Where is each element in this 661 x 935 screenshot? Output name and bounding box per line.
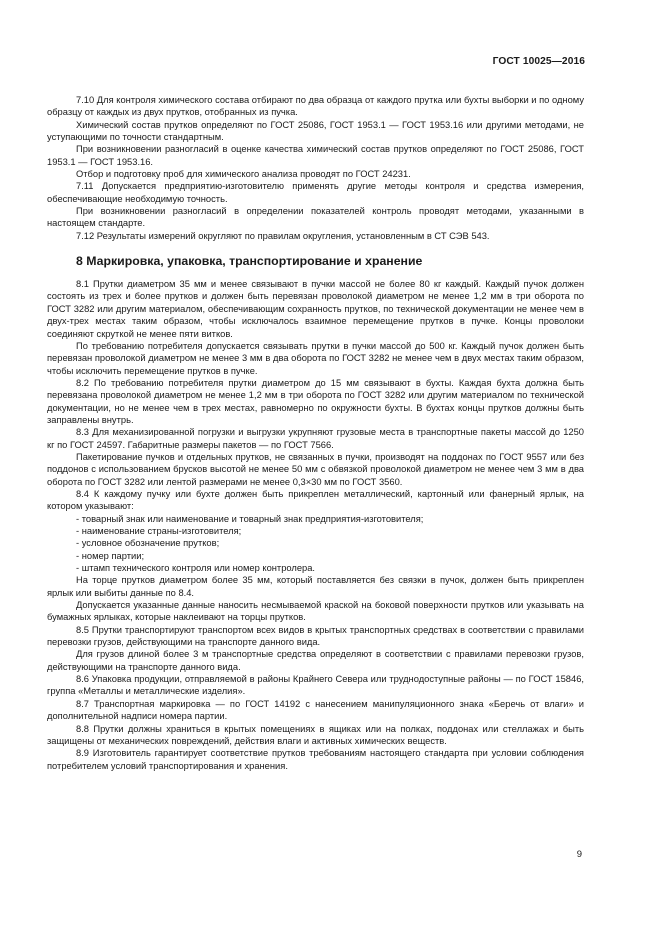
paragraph: 8.1 Прутки диаметром 35 мм и менее связывают в пучки массой не более 80 кг каждый. Каждый пучок должен состоять из трех и более прутков и должен быть перевязан проволокой диаметром не менее 1,2 мм в три оборота по ГОСТ 3282 или другим материалом, обеспечивающим сохранность прутков, по технической документации не менее чем в двух-трех местах таким образом, чтобы исключалось взаимное перемещение прутков в пучке. Концы проволоки соединяют скруткой не менее пяти витков. [47, 279, 584, 339]
paragraph: 8.7 Транспортная маркировка — по ГОСТ 14192 с нанесением манипуляционного знака «Беречь от влаги» и дополнительной надписи номера партии. [47, 698, 584, 722]
paragraph: 7.11 Допускается предприятию-изготовителю применять другие методы контроля и средства измерения, обеспечивающие необходимую точность. [47, 181, 584, 204]
paragraph: 8.8 Прутки должны храниться в крытых помещениях в ящиках или на полках, поддонах или стеллажах и быть защищены от механических повреждений, действия влаги и активных химических веществ. [47, 723, 584, 746]
paragraph: Отбор и подготовку проб для химического анализа проводят по ГОСТ 24231. [76, 169, 411, 180]
label-list-item: - условное обозначение прутков; [76, 538, 220, 549]
body-text [47, 94, 584, 772]
paragraph: 8.2 По требованию потребителя прутки диаметром до 15 мм связывают в бухты. Каждая бухта должна быть перевязана проволокой диаметром не менее 1,2 мм в три оборота по ГОСТ 3282 или другим материалом по технической документации, но не менее чем в трех местах, равномерно по окружности бухты. В бухтах концы прутков должны быть заправлены внутрь. [47, 377, 584, 425]
paragraph: По требованию потребителя допускается связывать прутки в пучки массой до 500 кг. Каждый пучок должен быть перевязан проволокой диаметром не менее 3 мм в два оборота по ГОСТ 3282 не менее чем в двух местах таким образом, чтобы исключить перемещение прутков в пучке. [47, 340, 584, 376]
paragraph: При возникновении разногласий в определении показателей контроль проводят методами, указанными в настоящем стандарте. [47, 206, 584, 229]
paragraph: При возникновении разногласий в оценке качества химический состав прутков определяют по ГОСТ 25086, ГОСТ 1953.1 — ГОСТ 1953.16. [47, 144, 584, 167]
paragraph: 8.6 Упаковка продукции, отправляемой в районы Крайнего Севера или труднодоступные районы — по ГОСТ 15846, группа «Металлы и металлические изделия». [47, 674, 584, 697]
section-heading: 8 Маркировка, упаковка, транспортирование и хранение [76, 254, 423, 269]
paragraph: 8.3 Для механизированной погрузки и выгрузки укрупняют грузовые места в транспортные пакеты массой до 1250 кг по ГОСТ 24597. Габаритные размеры пакетов — по ГОСТ 7566. [47, 427, 584, 450]
paragraph: Пакетирование пучков и отдельных прутков, не связанных в пучки, производят на поддонах по ГОСТ 9557 или без поддонов с использованием брусков высотой не менее 50 мм с обвязкой проволокой диаметром не менее чем 3 мм в два оборота по ГОСТ 3282 или лентой размерами не менее 0,3×30 мм по ГОСТ 3560. [47, 451, 584, 487]
paragraph: Допускается указанные данные наносить несмываемой краской на боковой поверхности прутков или указывать на бумажных ярлыках, которые наклеивают на торцы прутков. [47, 600, 584, 623]
paragraph: 7.10 Для контроля химического состава отбирают по два образца от каждого прутка или бухты выборки и по одному образцу от каждых из двух прутков, отобранных из пучка. [47, 95, 584, 118]
label-list-item: - товарный знак или наименование и товарный знак предприятия-изготовителя; [76, 513, 424, 524]
paragraph: На торце прутков диаметром более 35 мм, который поставляется без связки в пучок, должен быть прикреплен ярлык или выбиты данные по 8.4. [47, 575, 584, 598]
page-number: 9 [576, 849, 582, 860]
paragraph: 8.9 Изготовитель гарантирует соответствие прутков требованиям настоящего стандарта при условии соблюдения потребителем условий транспортирования и хранения. [47, 748, 584, 771]
paragraph: Химический состав прутков определяют по ГОСТ 25086, ГОСТ 1953.1 — ГОСТ 1953.16 или другими методами, не уступающими по точности стандартным. [47, 119, 584, 143]
paragraph: 8.5 Прутки транспортируют транспортом всех видов в крытых транспортных средствах в соответствии с правилами перевозки грузов, действующими на транспорте данного вида. [47, 624, 584, 648]
standard-header: ГОСТ 10025—2016 [492, 56, 585, 67]
paragraph: Для грузов длиной более 3 м транспортные средства определяют в соответствии с правилами перевозки грузов, действующими на транспорте данного вида. [47, 649, 584, 672]
label-list-item: - номер партии; [76, 550, 145, 561]
label-list-item: - наименование страны-изготовителя; [76, 526, 242, 536]
label-list-item: - штамп технического контроля или номер контролера. [76, 563, 316, 574]
paragraph: 7.12 Результаты измерений округляют по правилам округления, установленным в СТ СЭВ 543. [76, 230, 490, 241]
paragraph: 8.4 К каждому пучку или бухте должен быть прикреплен металлический, картонный или фанерный ярлык, на котором указывают: [47, 488, 584, 512]
